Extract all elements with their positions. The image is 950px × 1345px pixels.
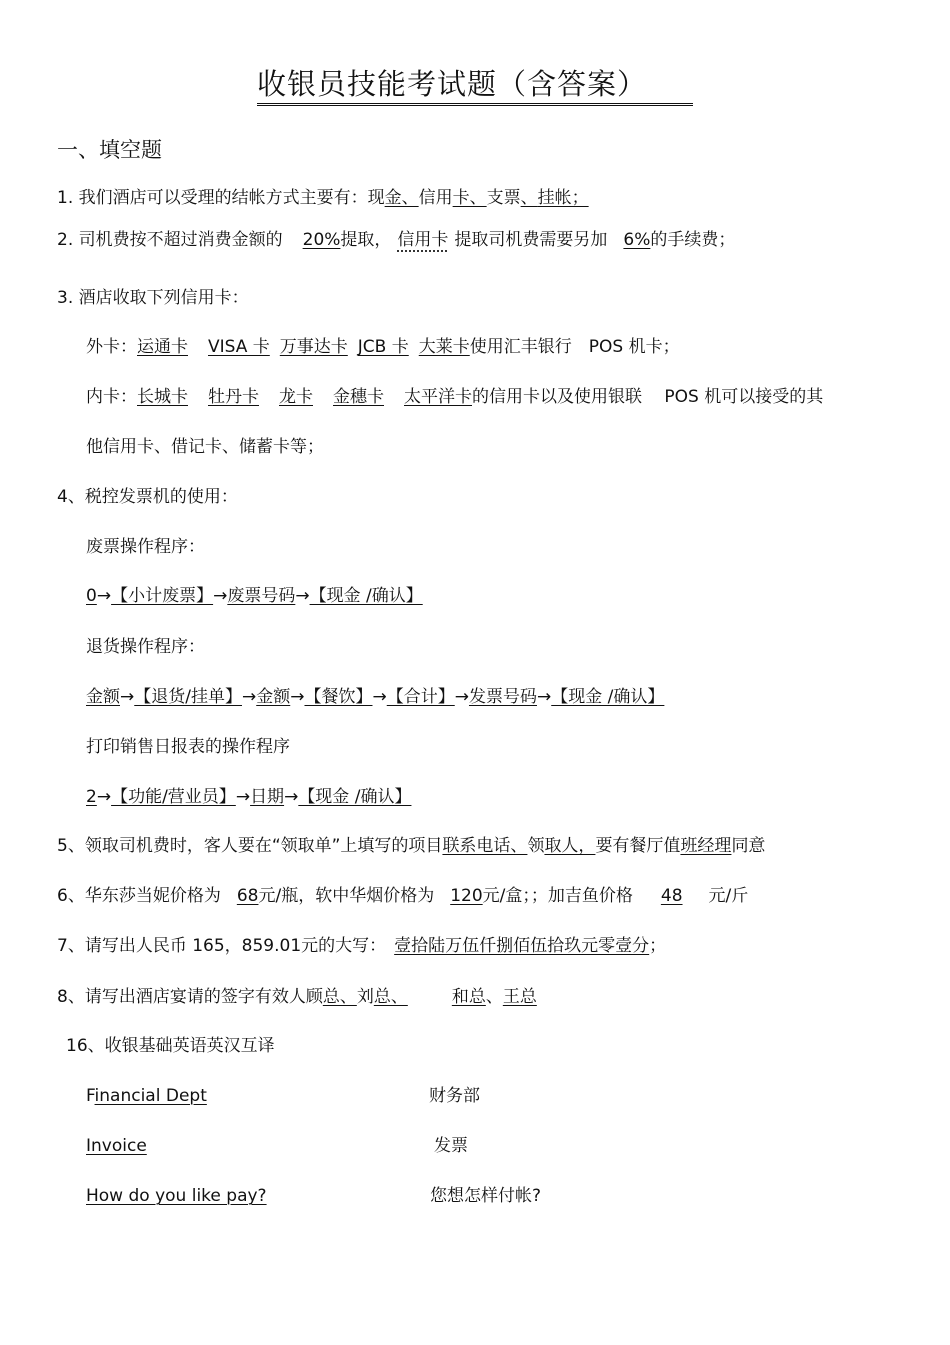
translation-en-1-first: F [86, 1086, 95, 1106]
translation-en-2 [86, 1135, 151, 1157]
q5-text-approve: 同意 [731, 836, 766, 856]
arrow-icon: → [536, 687, 552, 707]
arrow-icon: → [454, 687, 469, 707]
question-8-text: 8、请写出酒店宴请的签字有效人顾 [57, 987, 323, 1007]
foreign-cards-label: 外卡： [86, 337, 137, 357]
answer-gu: 总、 [322, 987, 357, 1007]
answer-contact-phone: 联系电话、 [442, 836, 528, 856]
answer-cash: 金、 [384, 188, 419, 208]
answer-golden-ear: 金穗卡 [333, 387, 384, 407]
question-6 [57, 885, 748, 907]
answer-recipient: 取人， [544, 836, 596, 856]
answer-peony: 牡丹卡 [208, 387, 259, 407]
void-label: 废票操作程序： [86, 537, 205, 557]
question-7 [57, 935, 666, 957]
arrow-icon: → [290, 687, 305, 707]
domestic-cards-line [86, 386, 823, 408]
question-1 [57, 187, 589, 209]
q2-text-mid1: 提取， [340, 230, 392, 250]
arrow-icon: → [120, 687, 135, 707]
answer-fee-rate: 6% [623, 230, 651, 250]
arrow-icon: → [295, 586, 310, 606]
void-step-1: 0 [86, 586, 97, 606]
arrow-icon: → [96, 586, 112, 606]
answer-liu: 总、 [373, 987, 408, 1007]
question-5-text: 5、领取司机费时，客人要在“领取单”上填写的项目 [57, 836, 443, 856]
arrow-icon: → [241, 687, 257, 707]
answer-jcb: JCB 卡 [357, 337, 409, 357]
void-step-3: 废票号码 [227, 586, 296, 606]
arrow-icon: → [284, 787, 299, 807]
question-1-text: 1. 我们酒店可以受理的结帐方式主要有：现 [57, 188, 385, 208]
return-steps [86, 686, 664, 708]
answer-wang: 王总 [502, 987, 537, 1007]
translation-en-1-rest: inancial Dept [94, 1086, 207, 1106]
answer-credit-card: 卡、 [452, 188, 487, 208]
void-steps [86, 585, 423, 607]
return-step-1: 金额 [86, 687, 120, 707]
question-7-text: 7、请写出人民币 165，859.01元的大写： [57, 936, 387, 956]
answer-charge: 挂帐； [537, 188, 589, 208]
q8-text-mid: 刘 [356, 987, 374, 1007]
question-16: 16、收银基础英语英汉互译 [66, 1036, 275, 1056]
answer-he: 和总 [451, 987, 486, 1007]
answer-fish-price: 48 [660, 886, 683, 906]
report-step-2: 【功能/营业员】 [111, 787, 236, 807]
domestic-cards-label: 内卡： [86, 387, 137, 407]
arrow-icon: → [96, 787, 112, 807]
domestic-cards-line-2: 他信用卡、借记卡、储蓄卡等； [86, 437, 324, 457]
translation-zh-3: 您想怎样付帐? [430, 1186, 542, 1206]
report-step-4: 【现金 /确认】 [298, 787, 412, 807]
translation-en-1 [86, 1085, 227, 1107]
answer-mastercard: 万事达卡 [279, 337, 348, 357]
translation-en-3 [86, 1185, 307, 1207]
q7-text-suffix: ； [649, 936, 667, 956]
void-step-2: 【小计废票】 [111, 586, 214, 606]
translation-zh-2: 发票 [434, 1136, 468, 1156]
answer-manager: 班经理 [680, 836, 732, 856]
return-step-3: 金额 [256, 687, 291, 707]
answer-rmb-uppercase: 壹拾陆万伍仟捌佰伍拾玖元零壹分 [394, 936, 650, 956]
q6-text-suffix: 元/斤 [708, 886, 749, 906]
q5-text-mid: 领 [527, 836, 545, 856]
arrow-icon: → [235, 787, 251, 807]
page-title-text: 收银员技能考试题（含答案） [257, 67, 693, 106]
answer-check: 、 [520, 188, 538, 208]
question-2-text: 2. 司机费按不超过消费金额的 [57, 230, 283, 250]
return-step-4: 【餐饮】 [304, 687, 373, 707]
page-title [0, 64, 950, 104]
arrow-icon: → [372, 687, 387, 707]
return-step-5: 【合计】 [386, 687, 455, 707]
q1-text-b2: 支票 [486, 188, 521, 208]
answer-diners: 大莱卡 [418, 337, 470, 357]
report-steps [86, 786, 411, 808]
q2-text-suffix: 的手续费； [650, 230, 736, 250]
answer-driver-fee-rate: 20% [302, 230, 341, 250]
foreign-cards-suffix: 使用汇丰银行 POS 机卡； [469, 337, 680, 357]
q2-text-credit-card: 信用卡 [397, 230, 449, 250]
q6-text-mid1: 元/瓶，软中华烟价格为 [258, 886, 435, 906]
report-step-3: 日期 [250, 787, 285, 807]
answer-amex: 运通卡 [137, 337, 188, 357]
return-step-7: 【现金 /确认】 [551, 687, 665, 707]
question-6-text: 6、华东莎当妮价格为 [57, 886, 221, 906]
question-2 [57, 229, 735, 251]
void-step-4: 【现金 /确认】 [309, 586, 423, 606]
return-label: 退货操作程序： [86, 637, 205, 657]
return-step-6: 发票号码 [468, 687, 537, 707]
question-8 [57, 986, 537, 1008]
foreign-cards-line [86, 336, 680, 358]
translation-zh-1: 财务部 [429, 1086, 480, 1106]
report-label: 打印销售日报表的操作程序 [86, 737, 290, 757]
answer-wine-price: 68 [236, 886, 259, 906]
translation-en-3-text: How do you like pay? [86, 1186, 267, 1206]
return-step-2: 【退货/挂单】 [134, 687, 242, 707]
arrow-icon: → [213, 586, 228, 606]
report-step-1: 2 [86, 787, 97, 807]
q5-text-mid2: 要有餐厅值 [595, 836, 681, 856]
q8-text-mid2: 、 [485, 987, 503, 1007]
answer-cigarette-price: 120 [450, 886, 483, 906]
answer-visa: VISA 卡 [208, 337, 270, 357]
q6-text-mid2: 元/盒；；加吉鱼价格 [482, 886, 633, 906]
domestic-cards-suffix: 的信用卡以及使用银联 POS 机可以接受的其 [472, 387, 824, 407]
section-heading: 一、填空题 [57, 138, 162, 162]
question-5 [57, 835, 765, 857]
translation-en-2-text: Invoice [86, 1136, 147, 1156]
q2-text-mid3: 提取司机费需要另加 [454, 230, 608, 250]
answer-great-wall: 长城卡 [137, 387, 188, 407]
q1-text-b1: 信用 [418, 188, 453, 208]
question-3: 3. 酒店收取下列信用卡： [57, 288, 249, 308]
question-4: 4、税控发票机的使用： [57, 487, 238, 507]
answer-pacific: 太平洋卡 [404, 387, 472, 407]
answer-dragon: 龙卡 [279, 387, 313, 407]
